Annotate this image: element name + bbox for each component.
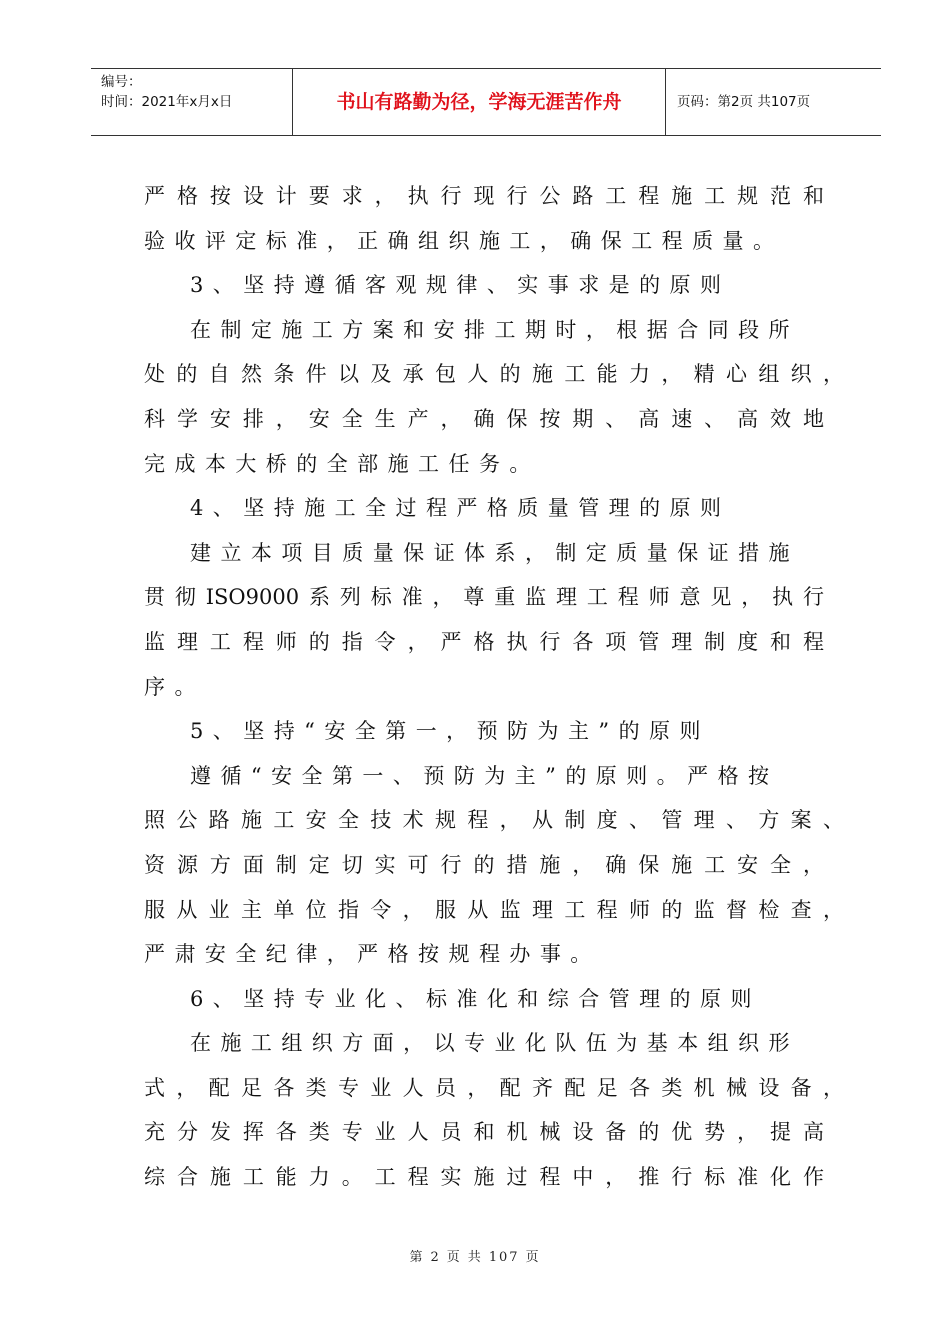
- body-line: 建立本项目质量保证体系，制定质量保证措施: [190, 540, 799, 565]
- header-motto: 书山有路勤为径，学海无涯苦作舟: [336, 91, 622, 113]
- document-number-label: 编号：: [101, 74, 142, 90]
- page-header: [91, 68, 881, 136]
- body-line: 严格按设计要求，执行现行公路工程施工规范和: [144, 184, 824, 208]
- section-heading: 6、坚持专业化、标准化和综合管理的原则: [190, 986, 761, 1011]
- body-line: 贯彻ISO9000系列标准，尊重监理工程师意见，执行: [144, 585, 824, 610]
- body-line: 充分发挥各类专业人员和机械设备的优势，提高: [144, 1120, 824, 1145]
- header-divider: [665, 69, 666, 135]
- header-meta: [101, 72, 232, 112]
- section-heading: 3、坚持遵循客观规律、实事求是的原则: [190, 273, 731, 298]
- section-heading: 5、坚持“安全第一，预防为主”的原则: [190, 719, 710, 744]
- body-line: 在施工组织方面，以专业化队伍为基本组织形: [190, 1031, 799, 1056]
- body-line: 监理工程师的指令，严格执行各项管理制度和程: [144, 629, 824, 654]
- body-line: 处的自然条件以及承包人的施工能力，精心组织，: [144, 362, 844, 387]
- body-line: 照公路施工安全技术规程，从制度、管理、方案、: [144, 808, 844, 833]
- body-line: 服从业主单位指令，服从监理工程师的监督检查，: [144, 897, 844, 922]
- body-line: 验收评定标准，正确组织施工，确保工程质量。: [144, 228, 784, 253]
- body-line: 严肃安全纪律，严格按规程办事。: [144, 942, 601, 967]
- header-page-info: 页码：第2页 共107页: [677, 94, 811, 110]
- body-line: 在制定施工方案和安排工期时，根据合同段所: [190, 317, 799, 342]
- body-line: 综合施工能力。工程实施过程中，推行标准化作: [144, 1165, 824, 1190]
- body-line: 科学安排，安全生产，确保按期、高速、高效地: [144, 406, 824, 431]
- body-line: 完成本大桥的全部施工任务。: [144, 451, 540, 476]
- body-line: 资源方面制定切实可行的措施，确保施工安全，: [144, 852, 824, 877]
- document-body: [144, 174, 844, 1200]
- body-line: 序。: [144, 674, 205, 699]
- body-line: 遵循“安全第一、预防为主”的原则。严格按: [190, 763, 779, 788]
- document-time-label: 时间：2021年x月x日: [101, 94, 233, 110]
- body-line: 式，配足各类专业人员，配齐配足各类机械设备，: [144, 1075, 844, 1100]
- section-heading: 4、坚持施工全过程严格质量管理的原则: [190, 496, 731, 521]
- page-footer: 第 2 页 共 107 页: [409, 1250, 541, 1265]
